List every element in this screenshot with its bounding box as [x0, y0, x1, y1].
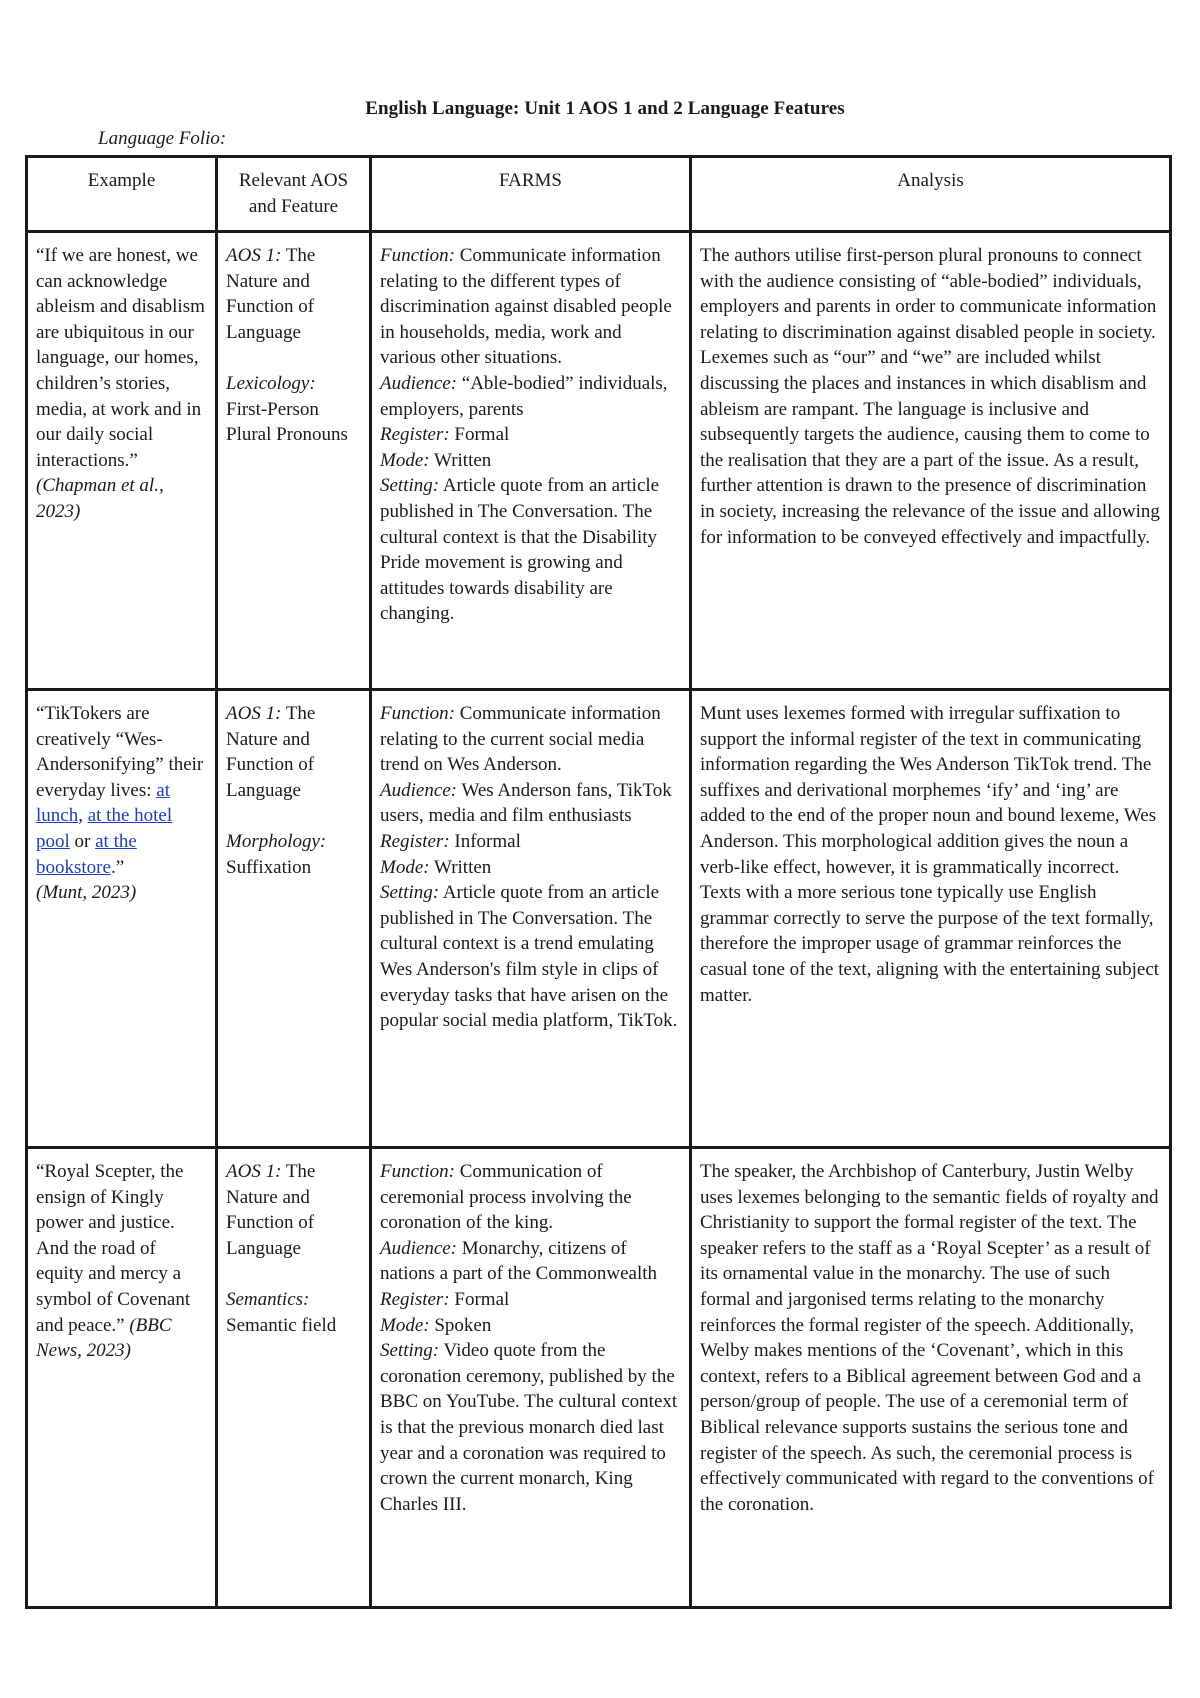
farms-register: Register: Formal [380, 424, 510, 446]
farms-function: Function: Communicate information relating to the different types of discrimination against disabled people in households, media, work and various other situations. [380, 245, 672, 369]
farms-mode: Mode: Spoken [380, 1314, 492, 1336]
farms-mode: Mode: Written [380, 449, 492, 471]
aos-text: The Nature and Function of Language [226, 703, 316, 801]
farms-cell [371, 232, 691, 690]
feature-label: Lexicology: [226, 372, 316, 394]
table-row [27, 232, 1171, 690]
farms-function: Function: Communicate information relating to the current social media trend on Wes Anderson. [380, 703, 661, 776]
farms-setting: Setting: Article quote from an article published in The Conversation. The cultural context is that the Disability Pride movement is growing and attitudes towards disability are changing. [380, 475, 660, 625]
example-citation: (Chapman et al., 2023) [36, 475, 164, 522]
link-at-the-bookstore[interactable]: at the bookstore [36, 830, 137, 878]
example-quote: “TikTokers are creatively “Wes-Andersonifying” their everyday lives: at lunch, at the hotel pool or at the bookstore.” [36, 703, 204, 878]
table-row [27, 1148, 1171, 1608]
example-cell [27, 690, 217, 1148]
farms-cell [371, 1148, 691, 1608]
link-at-the-hotel-pool[interactable]: at the hotel pool [36, 805, 173, 852]
feature-label: Morphology: [226, 830, 327, 852]
column-header-farms: FARMS [371, 157, 691, 232]
aos-cell [217, 690, 371, 1148]
aos-text: The Nature and Function of Language [226, 1161, 316, 1259]
analysis-cell: The authors utilise first-person plural pronouns to connect with the audience consisting of “able-bodied” individuals, employers and parents in order to communicate information relating to discrimination against disabled people in society. Lexemes such as “our” and “we” are included whilst discussing the places and instances in which disablism and ableism are rampant. The language is inclusive and subsequently targets the audience, causing them to come to the realisation that they are a part of the issue. As a result, further attention is drawn to the presence of discrimination in society, increasing the relevance of the issue and allowing for information to be conveyed effectively and impactfully. [691, 232, 1171, 690]
farms-audience: Audience: Wes Anderson fans, TikTok users, media and film enthusiasts [380, 779, 672, 827]
farms-register: Register: Informal [380, 830, 521, 852]
farms-register: Register: Formal [380, 1288, 510, 1310]
farms-setting: Setting: Article quote from an article published in The Conversation. The cultural context is a trend emulating Wes Anderson's film style in clips of everyday tasks that have arisen on the popular social media platform, TikTok. [380, 882, 678, 1032]
aos-label: AOS 1: [226, 1161, 282, 1182]
feature-text: Semantic field [226, 1314, 337, 1336]
analysis-cell: The speaker, the Archbishop of Canterbury, Justin Welby uses lexemes belonging to the semantic fields of royalty and Christianity to support the formal register of the text. The speaker refers to the staff as a ‘Royal Scepter’ as a result of its ornamental value in the monarchy. The use of such formal and jargonised terms relating to the monarchy reinforces the formal register of the speech. Additionally, Welby makes mentions of the ‘Covenant’, which in this context, refers to a Biblical agreement between God and a person/group of people. The use of a ceremonial term of Biblical relevance supports sustains the serious tone and register of the speech. As such, the ceremonial process is effectively communicated with regard to the conventions of the coronation. [691, 1148, 1171, 1608]
example-citation: (BBC News, 2023) [36, 1314, 172, 1362]
example-citation: (Munt, 2023) [36, 882, 137, 904]
column-header-analysis: Analysis [691, 157, 1171, 232]
table-row [27, 690, 1171, 1148]
language-folio-table [25, 155, 1172, 1609]
aos-cell [217, 1148, 371, 1608]
feature-text: Suffixation [226, 856, 312, 878]
feature-text: First-Person Plural Pronouns [226, 398, 348, 446]
aos-label: AOS 1: [226, 245, 282, 266]
aos-label: AOS 1: [226, 703, 282, 724]
aos-text: The Nature and Function of Language [226, 245, 316, 343]
farms-cell [371, 690, 691, 1148]
example-cell [27, 232, 217, 690]
farms-mode: Mode: Written [380, 856, 492, 878]
page-title: English Language: Unit 1 AOS 1 and 2 Language Features [365, 98, 845, 119]
farms-audience: Audience: Monarchy, citizens of nations a part of the Commonwealth [380, 1237, 658, 1285]
example-quote: “Royal Scepter, the ensign of Kingly power and justice. And the road of equity and mercy a symbol of Covenant and peace.” [36, 1161, 191, 1336]
farms-function: Function: Communication of ceremonial process involving the coronation of the king. [380, 1161, 632, 1234]
page-subtitle: Language Folio: [98, 128, 227, 149]
link-at-lunch[interactable]: at lunch [36, 779, 171, 827]
aos-cell [217, 232, 371, 690]
table-header-row [27, 157, 1171, 232]
column-header-aos: Relevant AOS and Feature [217, 157, 371, 232]
example-cell [27, 1148, 217, 1608]
example-quote: “If we are honest, we can acknowledge ableism and disablism are ubiquitous in our language, our homes, children’s stories, media, at work and in our daily social interactions.” [36, 245, 205, 471]
farms-setting: Setting: Video quote from the coronation ceremony, published by the BBC on YouTube. The cultural context is that the previous monarch died last year and a coronation was required to crown the current monarch, King Charles III. [380, 1340, 678, 1515]
analysis-cell: Munt uses lexemes formed with irregular suffixation to support the informal register of the text in communicating information regarding the Wes Anderson TikTok trend. The suffixes and derivational morphemes ‘ify’ and ‘ing’ are added to the end of the proper noun and bound lexeme, Wes Anderson. This morphological addition gives the noun a verb-like effect, however, it is grammatically incorrect. Texts with a more serious tone typically use English grammar correctly to serve the purpose of the text formally, therefore the improper usage of grammar reinforces the casual tone of the text, aligning with the entertaining subject matter. [691, 690, 1171, 1148]
column-header-example: Example [27, 157, 217, 232]
feature-label: Semantics: [226, 1288, 310, 1310]
farms-audience: Audience: “Able-bodied” individuals, employers, parents [380, 372, 668, 420]
